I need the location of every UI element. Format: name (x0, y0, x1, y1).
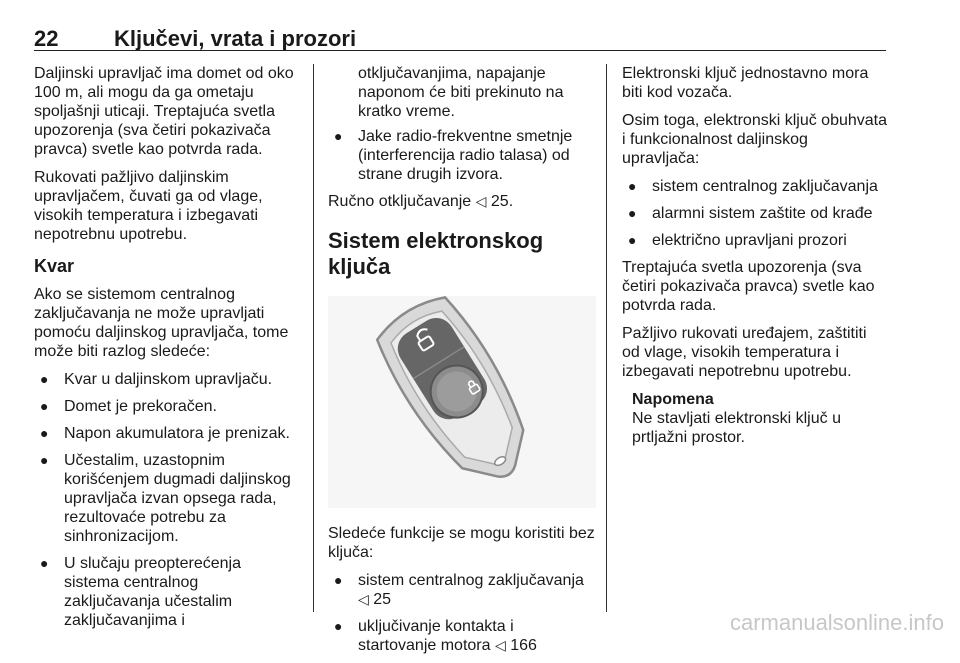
list-item: ● uključivanje kontakta i startovanje motora ◁ 166 (334, 618, 537, 654)
column-2 (328, 64, 596, 663)
paragraph: Treptajuća svetla upozorenja (sva četiri pokazivača pravca) svetle kao potvrda rada. (622, 259, 875, 314)
bullet-icon: ● (628, 205, 637, 221)
section-title: Sistem elektronskog ključa (328, 228, 544, 279)
bullet-icon: ● (40, 371, 49, 387)
bullet-list (328, 571, 596, 655)
note-title: Napomena (632, 391, 714, 408)
bullet-icon: ● (40, 425, 49, 441)
note-box (622, 390, 888, 447)
list-item: ● sistem centralnog zaključavanja (628, 178, 878, 195)
page-link[interactable]: 25 (373, 591, 392, 608)
paragraph: Elektronski ključ jednostavno mora biti kod vozača. (622, 65, 869, 101)
page-link[interactable]: 25. (490, 193, 514, 210)
bullet-list (328, 127, 596, 184)
list-item: ● Kvar u daljinskom upravljaču. (40, 371, 273, 388)
key-fob-illustration (328, 296, 596, 508)
paragraph: Pažljivo rukovati uređajem, zaštititi od vlage, visokih temperatura i izbegavati nepotrebnu upotrebu. (622, 325, 867, 380)
list-item: ● električno upravljani prozori (628, 232, 847, 249)
paragraph: Rukovati pažljivo daljinskim upravljačem, čuvati ga od vlage, visokih temperatura i izbegavati nepotrebnu upotrebu. (34, 169, 263, 243)
bullet-icon: ● (334, 128, 343, 144)
list-item: ● Učestalim, uzastopnim korišćenjem dugmadi daljinskog upravljača izvan opsega rada, rezultovaće potrebu za sinhronizacijom. (40, 452, 291, 545)
list-item: ● Jake radio-frekventne smetnje (interferencija radio talasa) od strane drugih izvora. (334, 128, 573, 183)
bullet-icon: ● (628, 178, 637, 194)
page-header (34, 26, 886, 51)
page-number: 22 (34, 26, 59, 51)
column-3 (622, 64, 888, 447)
list-continuation: otključavanjima, napajanje naponom će biti prekinuto na kratko vreme. (358, 65, 564, 120)
bullet-icon: ● (40, 398, 49, 414)
paragraph: Osim toga, elektronski ključ obuhvata i funkcionalnost daljinskog upravljača: (622, 112, 888, 167)
page-title: Ključevi, vrata i prozori (114, 26, 357, 51)
list-item: ● U slučaju preopterećenja sistema centralnog zaključavanja učestalim zaključavanjima i (40, 555, 241, 629)
bullet-icon: ● (628, 232, 637, 248)
bullet-icon: ● (40, 452, 49, 468)
column-divider (313, 64, 314, 612)
column-1 (34, 64, 298, 638)
note-text: Ne stavljati elektronski ključ u prtljažni prostor. (632, 410, 841, 446)
list-item: ● alarmni sistem zaštite od krađe (628, 205, 873, 222)
ref-arrow-icon: ◁ (494, 637, 506, 653)
subheading-kvar: Kvar (34, 256, 75, 276)
list-item: ● Napon akumulatora je prenizak. (40, 425, 290, 442)
paragraph: Ako se sistemom centralnog zaključavanja ne može upravljati pomoću daljinskog upravljača, tome može biti razlog sledeće: (34, 286, 289, 360)
bullet-list (34, 370, 298, 630)
key-fob-icon (328, 296, 596, 508)
page-link[interactable]: 166 (510, 637, 537, 654)
bullet-icon: ● (334, 572, 343, 588)
bullet-list (622, 177, 888, 250)
watermark: carmanualsonline.info (729, 610, 944, 635)
paragraph: Sledeće funkcije se mogu koristiti bez ključa: (328, 525, 595, 561)
bullet-icon: ● (334, 618, 343, 634)
paragraph: Daljinski upravljač ima domet od oko 100 m, ali mogu da ga ometaju spoljašnji uticaji. Treptajuća svetla upozorenja (sva četiri pokazivača pravca) svetle kao potvrda rada. (34, 65, 294, 158)
column-divider (606, 64, 607, 612)
list-item: ● sistem centralnog zaključavanja ◁ 25 (334, 572, 584, 608)
ref-arrow-icon: ◁ (358, 591, 369, 607)
cross-reference: Ručno otključavanje ◁ 25. (328, 193, 514, 210)
list-item: ● Domet je prekoračen. (40, 398, 217, 415)
ref-arrow-icon: ◁ (475, 193, 487, 209)
bullet-icon: ● (40, 555, 49, 571)
